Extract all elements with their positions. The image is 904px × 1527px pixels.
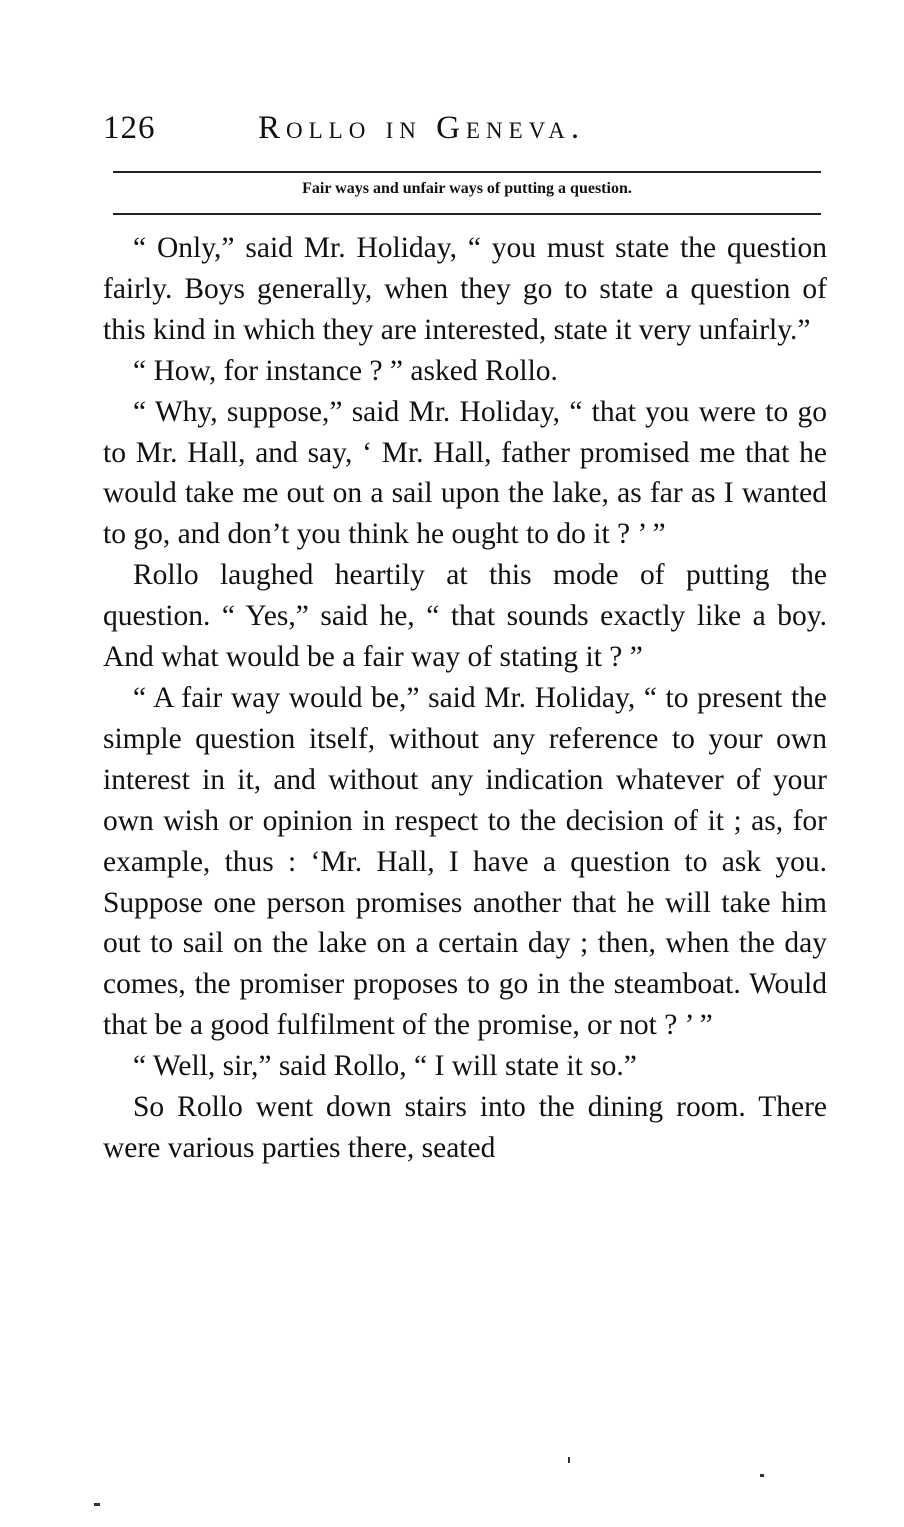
paragraph: “ Well, sir,” said Rollo, “ I will state it so.” xyxy=(133,1050,637,1083)
running-title: Rollo in Geneva. xyxy=(258,110,586,146)
paragraph: “ How, for instance ? ” asked Rollo. xyxy=(133,354,558,387)
page-subheading: Fair ways and unfair ways of putting a question. xyxy=(302,180,632,197)
paragraph: Rollo laughed heartily at this mode of putting the question. “ Yes,” said he, “ that sounds exactly like a boy. And what would be a fair way of stating it ? ” xyxy=(103,559,827,674)
header-rule-bottom xyxy=(113,213,821,215)
paragraph: “ Only,” said Mr. Holiday, “ you must state the question fairly. Boys generally, when they go to state a question of this kind in which they are interested, state it very unfairly.” xyxy=(103,232,827,346)
body-text xyxy=(103,228,827,1169)
paragraph: “ Why, suppose,” said Mr. Holiday, “ that you were to go to Mr. Hall, and say, ‘ Mr. Hall, father promised me that he would take me out on a sail upon the lake, as far as I wanted to go, and don’t you think he ought to do it ? ’ ” xyxy=(103,395,827,551)
paragraph: So Rollo went down stairs into the dining room. There were various parties there, seated xyxy=(103,1091,827,1164)
print-speck xyxy=(568,1457,570,1463)
print-speck xyxy=(94,1503,100,1506)
page-number: 126 xyxy=(103,110,156,146)
page-header xyxy=(103,110,825,160)
header-rule-top xyxy=(113,171,821,173)
paragraph: “ A fair way would be,” said Mr. Holiday, “ to present the simple question itself, without any reference to your own interest in it, and without any indication whatever of your own wish or opinion in respect to the decision of it ; as, for example, thus : ‘Mr. Hall, I have a question to ask you. Suppose one person promises another that he will take him out to sail on the lake on a certain day ; then, when the day comes, the promiser proposes to go in the steamboat. Would that be a good fulfilment of the promise, or not ? ’ ” xyxy=(103,681,827,1042)
print-speck xyxy=(760,1474,764,1477)
